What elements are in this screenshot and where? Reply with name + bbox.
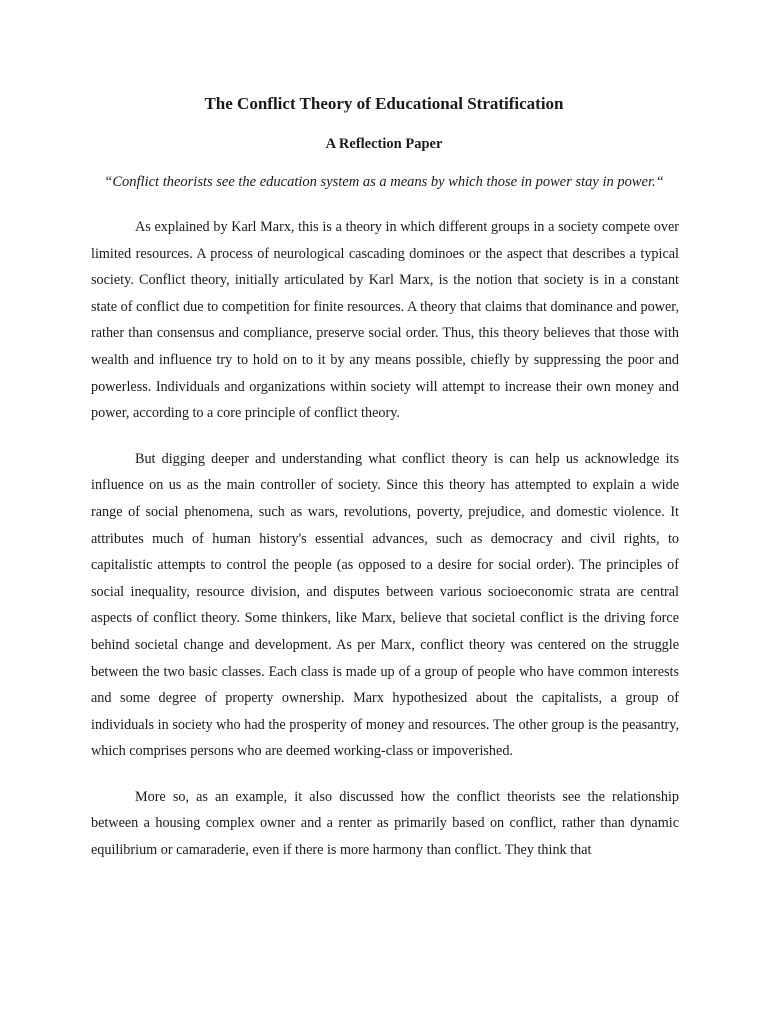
body-paragraph-2: But digging deeper and understanding what conflict theory is can help us acknowledge its influence on us as the main controller of society. Since this theory has attempted to explain a wide range of social phenomena, such as wars, revolutions, poverty, prejudice, and domestic violence. It attributes much of human history's essential advances, such as democracy and civil rights, to capitalistic attempts to control the people (as opposed to a desire for social order). The principles of social inequality, resource division, and disputes between various socioeconomic strata are central aspects of conflict theory. Some thinkers, like Marx, believe that societal conflict is the driving force behind societal change and development. As per Marx, conflict theory was centered on the struggle between the two basic classes. Each class is made up of a group of people who have common interests and some degree of property ownership. Marx hypothesized about the capitalists, a group of individuals in society who had the prosperity of money and resources. The other group is the peasantry, which comprises persons who are deemed working-class or impoverished. <box>91 450 679 760</box>
document-title: The Conflict Theory of Educational Stratification <box>204 94 564 113</box>
document-subtitle: A Reflection Paper <box>325 136 443 152</box>
body-paragraph-3: More so, as an example, it also discussed how the conflict theorists see the relationship between a housing complex owner and a renter as primarily based on conflict, rather than dynamic equilibrium or camaraderie, even if there is more harmony than conflict. They think that <box>91 788 679 859</box>
document-body <box>91 214 679 883</box>
body-paragraph-1: As explained by Karl Marx, this is a theory in which different groups in a society compete over limited resources. A process of neurological cascading dominoes or the aspect that describes a typical society. Conflict theory, initially articulated by Karl Marx, is the notion that society is in a constant state of conflict due to competition for finite resources. A theory that claims that dominance and power, rather than consensus and compliance, preserve social order. Thus, this theory believes that those with wealth and influence try to hold on to it by any means possible, chiefly by suppressing the poor and powerless. Individuals and organizations within society will attempt to increase their own money and power, according to a core principle of conflict theory. <box>91 219 679 422</box>
epigraph-quote: “Conflict theorists see the education system as a means by which those in power stay in power.“ <box>104 174 664 190</box>
